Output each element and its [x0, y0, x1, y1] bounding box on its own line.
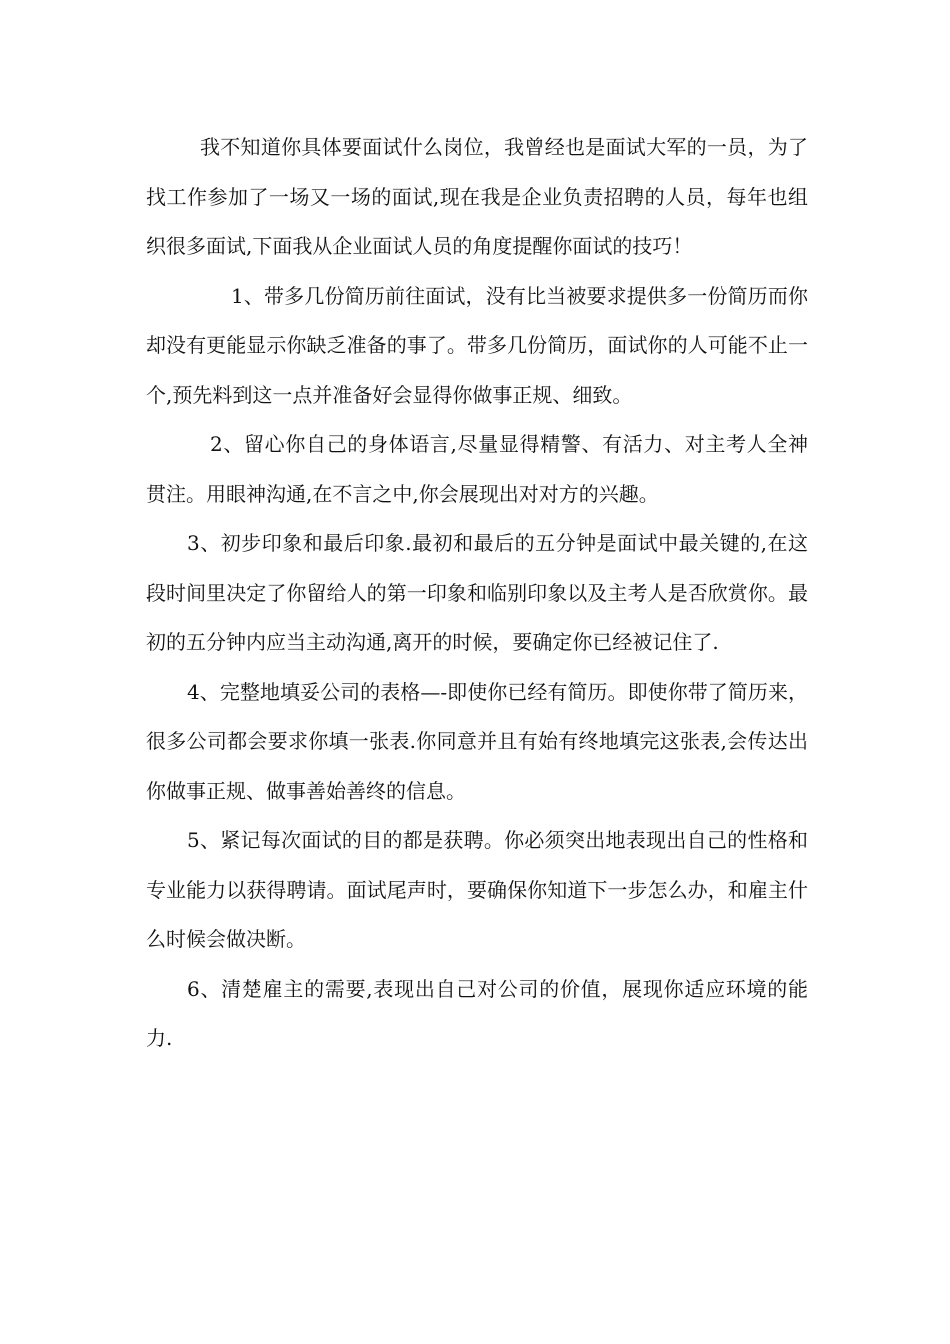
tip-paragraph-5: 5、紧记每次面试的目的都是获聘。你必须突出地表现出自己的性格和专业能力以获得聘请。面试尾声时，要确保你知道下一步怎么办，和雇主什么时候会做决断。 — [146, 828, 808, 951]
intro-paragraph: 我不知道你具体要面试什么岗位，我曾经也是面试大军的一员，为了找工作参加了一场又一场的面试,现在我是企业负责招聘的人员，每年也组织很多面试,下面我从企业面试人员的角度提醒你面试的技巧！ — [146, 135, 808, 258]
tip-paragraph-6: 6、清楚雇主的需要,表现出自己对公司的价值，展现你适应环境的能力. — [146, 976, 808, 1050]
document-body — [146, 123, 808, 1064]
tip-paragraph-2: 2、留心你自己的身体语言,尽量显得精警、有活力、对主考人全神贯注。用眼神沟通,在不言之中,你会展现出对对方的兴趣。 — [146, 432, 808, 506]
tip-paragraph-4: 4、完整地填妥公司的表格—-即使你已经有简历。即使你带了简历来，很多公司都会要求你填一张表.你同意并且有始有终地填完这张表,会传达出你做事正规、做事善始善终的信息。 — [146, 679, 808, 803]
tip-paragraph-3: 3、初步印象和最后印象.最初和最后的五分钟是面试中最关键的,在这段时间里决定了你留给人的第一印象和临别印象以及主考人是否欣赏你。最初的五分钟内应当主动沟通,离开的时候，要确定你已经被记住了. — [146, 531, 808, 654]
tip-paragraph-1: 1、带多几份简历前往面试，没有比当被要求提供多一份简历而你却没有更能显示你缺乏准备的事了。带多几份简历，面试你的人可能不止一个,预先料到这一点并准备好会显得你做事正规、细致。 — [146, 283, 808, 407]
